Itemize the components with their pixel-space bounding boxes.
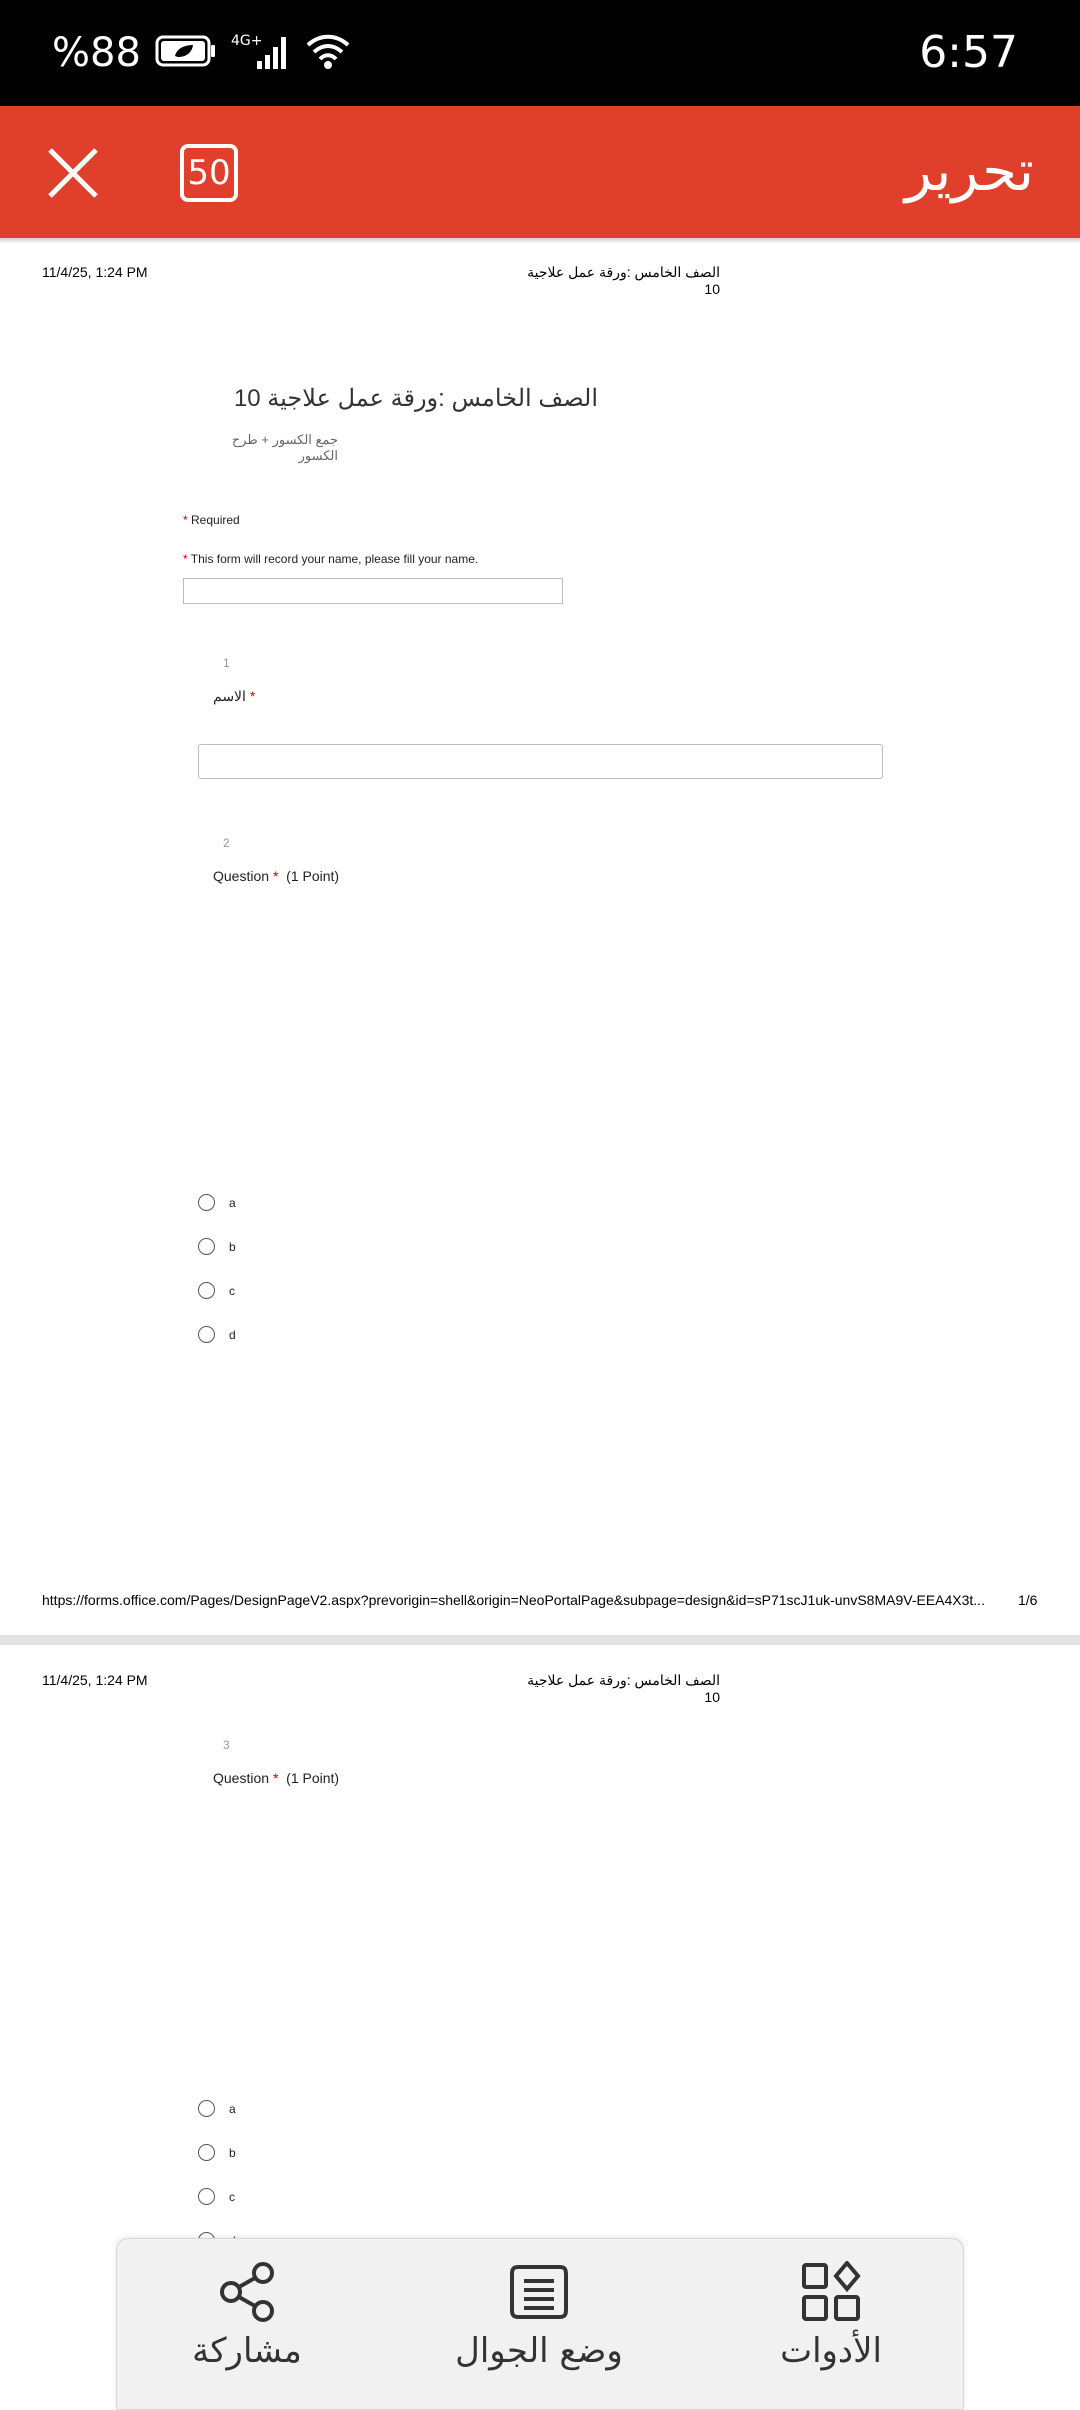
option-b[interactable]	[198, 2144, 236, 2161]
radio-button[interactable]	[198, 1194, 215, 1211]
wifi-icon	[305, 31, 351, 75]
page-header-timestamp: 11/4/25, 1:24 PM	[42, 264, 148, 280]
battery-icon	[155, 34, 217, 72]
option-label: a	[229, 2101, 236, 2116]
form-subtitle: جمع الكسور + طرح الكسور	[231, 432, 338, 463]
question-number: 1	[223, 656, 230, 670]
question-2-label	[213, 868, 339, 884]
option-label: c	[229, 2189, 235, 2204]
battery-percent: %88	[52, 30, 141, 76]
radio-button[interactable]	[198, 1238, 215, 1255]
status-indicators	[52, 24, 351, 82]
name-notice	[183, 552, 478, 566]
option-b[interactable]	[198, 1238, 236, 1255]
share-icon	[217, 2261, 277, 2323]
option-c[interactable]	[198, 1282, 235, 1299]
name-notice-text: This form will record your name, please fill your name.	[190, 552, 479, 566]
required-note-text: Required	[191, 513, 240, 527]
question-3-text: Question	[213, 1770, 270, 1786]
option-d[interactable]	[198, 1326, 236, 1343]
tools-button[interactable]	[721, 2261, 941, 2371]
required-asterisk: *	[249, 688, 256, 704]
required-asterisk: *	[183, 513, 188, 527]
divider	[0, 238, 1080, 244]
page-footer-url: https://forms.office.com/Pages/DesignPageV2.aspx?prevorigin=shell&origin=NeoPortalPage&subpage=design&id=sP71scJ1uk-unvS8MA9V-EEA4X3t...	[42, 1592, 985, 1608]
name-record-field[interactable]	[183, 578, 563, 604]
close-button[interactable]	[44, 144, 102, 202]
option-label: b	[229, 2145, 236, 2160]
option-a[interactable]	[198, 2100, 236, 2117]
mobile-view-icon	[508, 2261, 570, 2323]
required-note	[183, 513, 240, 527]
page-divider	[0, 1635, 1080, 1645]
mobile-view-button[interactable]	[429, 2261, 649, 2371]
question-2-points: (1 Point)	[286, 868, 340, 884]
clock: 6:57	[919, 27, 1018, 78]
question-1-text: الاسم	[213, 688, 246, 704]
option-c[interactable]	[198, 2188, 235, 2205]
option-label: b	[229, 1239, 236, 1254]
required-asterisk: *	[183, 552, 188, 566]
option-label: a	[229, 1195, 236, 1210]
required-asterisk: *	[272, 868, 279, 884]
radio-button[interactable]	[198, 1282, 215, 1299]
question-number: 2	[223, 836, 230, 850]
page-count-button[interactable]: 50	[180, 144, 238, 202]
option-label: c	[229, 1283, 235, 1298]
question-3-label	[213, 1770, 339, 1786]
close-icon	[44, 144, 102, 202]
tools-label: الأدوات	[780, 2331, 882, 2371]
mobile-view-label: وضع الجوال	[455, 2331, 623, 2371]
radio-button[interactable]	[198, 2100, 215, 2117]
radio-button[interactable]	[198, 2144, 215, 2161]
name-input[interactable]	[198, 744, 883, 779]
option-a[interactable]	[198, 1194, 236, 1211]
status-bar	[0, 0, 1080, 106]
radio-button[interactable]	[198, 1326, 215, 1343]
svg-text:4G+: 4G+	[230, 33, 263, 49]
app-bar	[0, 106, 1080, 238]
option-label: d	[229, 1327, 236, 1342]
share-button[interactable]	[137, 2261, 357, 2371]
edit-button[interactable]: تحرير	[904, 139, 1034, 204]
page-header-title: الصف الخامس :ورقة عمل علاجية 10	[527, 1672, 720, 1705]
required-asterisk: *	[272, 1770, 279, 1786]
form-title: الصف الخامس :ورقة عمل علاجية 10	[233, 385, 598, 412]
question-3-points: (1 Point)	[286, 1770, 340, 1786]
cell-signal-icon	[231, 31, 291, 75]
bottom-toolbar	[116, 2238, 964, 2410]
page-header-title: الصف الخامس :ورقة عمل علاجية 10	[527, 264, 720, 297]
question-number: 3	[223, 1738, 230, 1752]
share-label: مشاركة	[192, 2331, 302, 2371]
page-header-timestamp: 11/4/25, 1:24 PM	[42, 1672, 148, 1688]
question-1-label	[213, 688, 255, 705]
tools-icon	[800, 2261, 862, 2323]
question-2-text: Question	[213, 868, 270, 884]
radio-button[interactable]	[198, 2188, 215, 2205]
page-footer-number: 1/6	[1018, 1592, 1038, 1608]
